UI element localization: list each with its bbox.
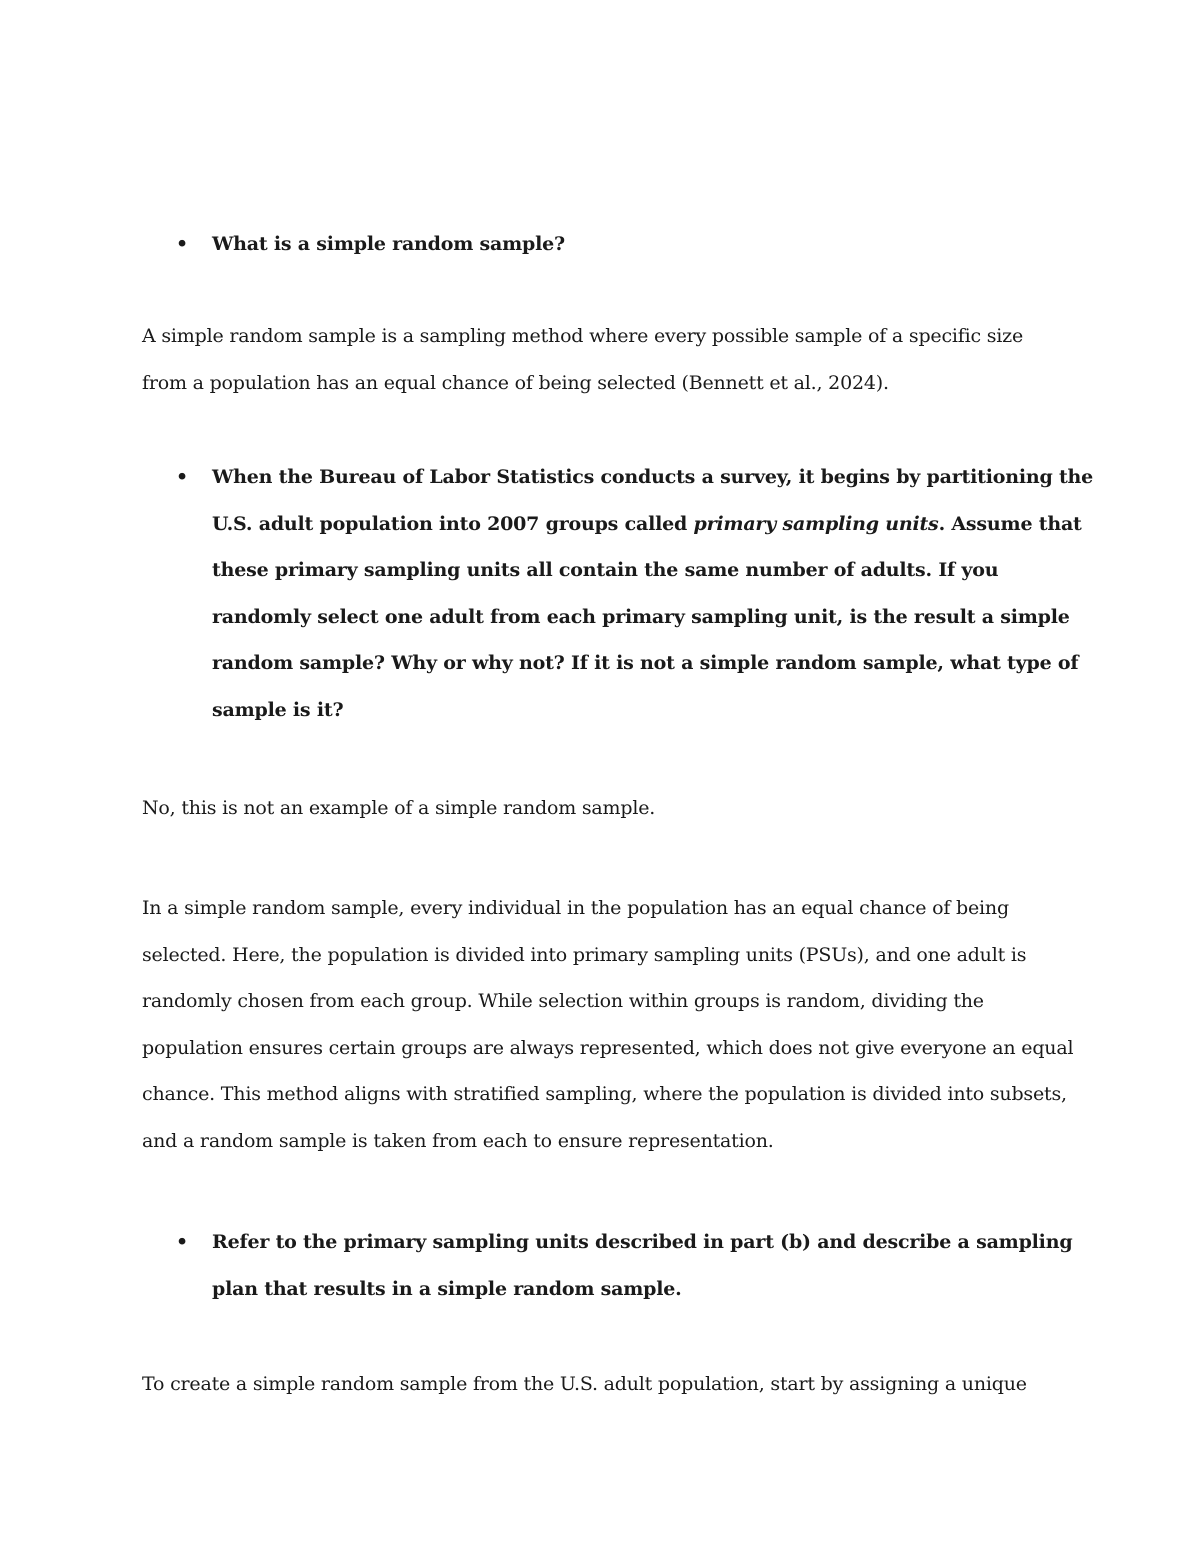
question-1-text: What is a simple random sample?	[212, 233, 565, 255]
question-line: sample is it?	[212, 698, 344, 721]
answer-4-paragraph	[142, 1361, 1072, 1408]
paragraph-line: A simple random sample is a sampling method where every possible sample of a specific size	[142, 325, 1024, 347]
question-line: Refer to the primary sampling units described in part (b) and describe a sampling	[212, 1231, 1073, 1253]
question-1	[212, 221, 1072, 268]
paragraph-line: and a random sample is taken from each to ensure representation.	[142, 1129, 774, 1152]
paragraph-line: In a simple random sample, every individual in the population has an equal chance of being	[142, 897, 1009, 919]
answer-3-paragraph	[142, 885, 1072, 1164]
bullet-icon: •	[176, 1231, 189, 1253]
question-line: these primary sampling units all contain the same number of adults. If you	[212, 559, 999, 581]
emphasized-term: primary sampling units	[693, 512, 939, 535]
answer-2-paragraph	[142, 785, 1072, 832]
question-text: U.S. adult population into 2007 groups called	[212, 512, 694, 535]
bullet-icon: •	[176, 233, 189, 255]
paragraph-line: randomly chosen from each group. While selection within groups is random, dividing the	[142, 990, 984, 1012]
paragraph-line: chance. This method aligns with stratified sampling, where the population is divided into subsets,	[142, 1083, 1067, 1105]
question-3	[212, 1219, 1072, 1312]
paragraph-line: population ensures certain groups are always represented, which does not give everyone an equal	[142, 1036, 1074, 1059]
paragraph-line: selected. Here, the population is divided into primary sampling units (PSUs), and one adult is	[142, 943, 1027, 966]
bullet-icon: •	[176, 466, 189, 488]
question-line: randomly select one adult from each primary sampling unit, is the result a simple	[212, 605, 1070, 628]
question-line	[212, 501, 1082, 548]
question-line: plan that results in a simple random sample.	[212, 1277, 682, 1300]
answer-1-paragraph	[142, 313, 1072, 406]
question-line: random sample? Why or why not? If it is not a simple random sample, what type of	[212, 652, 1079, 674]
paragraph-line: from a population has an equal chance of being selected (Bennett et al., 2024).	[142, 371, 889, 394]
paragraph-line: No, this is not an example of a simple random sample.	[142, 797, 656, 819]
question-text: . Assume that	[938, 512, 1082, 535]
question-2	[212, 454, 1094, 733]
question-line: When the Bureau of Labor Statistics conducts a survey, it begins by partitioning the	[212, 466, 1094, 488]
paragraph-line: To create a simple random sample from the U.S. adult population, start by assigning a unique	[142, 1373, 1027, 1395]
